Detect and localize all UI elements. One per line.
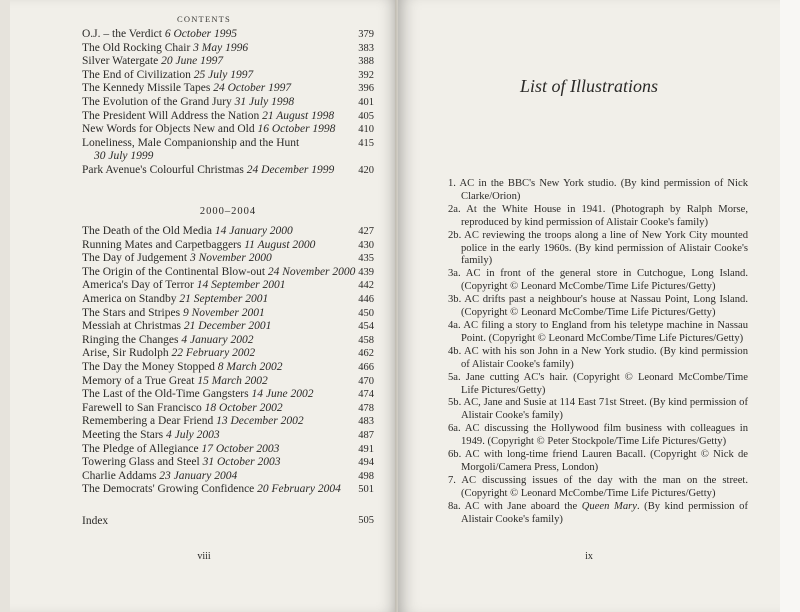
entry-title: [82, 110, 348, 124]
contents-entry: [82, 320, 374, 334]
entry-page-number: 450: [358, 307, 374, 319]
entry-date: 31 October 2003: [202, 456, 281, 469]
entry-title: [82, 239, 348, 253]
contents-entry: [82, 279, 374, 293]
page-title: List of Illustrations: [519, 76, 659, 96]
entry-page-number: 478: [358, 402, 374, 414]
entry-title-text: O.J. – the Verdict: [82, 28, 162, 40]
entry-date: 31 July 1998: [234, 95, 295, 108]
contents-entry: [82, 375, 374, 389]
entry-date: 9 November 2001: [182, 306, 265, 319]
entry-title: [82, 307, 348, 321]
entry-title: [82, 42, 348, 56]
entry-date: 24 December 1999: [246, 163, 335, 176]
entry-page-number: 439: [358, 266, 374, 278]
entry-title: [82, 96, 348, 110]
entry-title: [82, 483, 348, 497]
entry-title: [82, 28, 348, 42]
entry-date: 8 March 2002: [217, 360, 283, 373]
entry-title: [82, 123, 348, 137]
entry-title: [82, 443, 348, 457]
contents-entry: [82, 429, 374, 443]
contents-entry: [82, 483, 374, 497]
entry-date: 24 October 1997: [213, 82, 292, 95]
illustration-item: 4a. AC filing a story to England from his teletype machine in Nassau Point. (Copyright © Leonard McCombe/Time Life Pictures/Getty): [448, 319, 748, 344]
entry-page-number: 427: [358, 226, 374, 237]
entry-title-text: America's Day of Terror: [82, 279, 194, 292]
contents-entry: [82, 96, 374, 110]
contents-entry: [82, 239, 374, 253]
entry-page-number: 379: [358, 29, 374, 40]
entry-title-text: Silver Watergate: [82, 55, 159, 68]
entry-date: 14 June 2002: [251, 388, 314, 401]
entry-title-text: New Words for Objects New and Old: [82, 123, 255, 136]
entry-page-number: 446: [358, 293, 374, 305]
entry-title-text: The End of Civilization: [82, 68, 191, 81]
entry-date: 14 September 2001: [196, 279, 286, 292]
entry-title-text: Arise, Sir Rudolph: [82, 347, 169, 360]
illustration-item: 1. AC in the BBC's New York studio. (By kind permission of Nick Clarke/Orion): [448, 178, 748, 202]
illustrations-page: [398, 0, 780, 612]
entry-page-number: 458: [358, 334, 374, 346]
entry-page-number: 383: [358, 42, 374, 54]
entry-title: [82, 225, 348, 239]
entry-page-number: 410: [358, 124, 374, 136]
entry-title: [82, 164, 348, 178]
contents-entry: [82, 293, 374, 307]
illustration-item: 6b. AC with long-time friend Lauren Bacall. (Copyright © Nick de Morgoli/Camera Press, London): [448, 449, 748, 473]
entry-title: [82, 388, 348, 402]
contents-entry: [82, 164, 374, 178]
entry-title: [82, 402, 348, 416]
entry-title-text: The Kennedy Missile Tapes: [82, 82, 211, 95]
entry-date: 3 May 1996: [193, 41, 249, 54]
entry-title: [82, 137, 348, 164]
entry-page-number: 420: [358, 164, 374, 176]
illustration-item: 7. AC discussing issues of the day with the man on the street. (Copyright © Leonard McCombe/Time Life Pictures/Getty): [448, 474, 748, 499]
entry-title: [82, 82, 348, 96]
entry-page-number: 415: [358, 137, 374, 149]
illustrations-list: [448, 178, 748, 526]
illustration-item: 6a. AC discussing the Hollywood film business with colleagues in 1949. (Copyright © Peter Stockpole/Time Life Pictures/Getty): [448, 423, 748, 448]
entry-date: 6 October 1995: [164, 28, 238, 40]
page-folio-right: ix: [585, 551, 593, 562]
entry-page-number: 405: [358, 110, 374, 122]
entry-page-number: 501: [358, 484, 374, 496]
entry-date: 30 July 1999: [94, 150, 154, 163]
entry-title-text: Messiah at Christmas: [82, 320, 182, 333]
entry-date: 24 November 2000: [267, 265, 356, 278]
contents-entry: [82, 137, 374, 164]
contents-page: [10, 0, 398, 612]
entry-date: 3 November 2000: [189, 252, 272, 265]
illustration-item: 2a. At the White House in 1941. (Photograph by Ralph Morse, reproduced by kind permission of Alistair Cooke's family): [448, 203, 748, 228]
index-label: Index: [82, 515, 109, 527]
entry-date: 23 January 2004: [159, 469, 238, 482]
entry-title-text: Farewell to San Francisco: [82, 401, 202, 414]
index-entry: [82, 515, 374, 527]
contents-entry: [82, 470, 374, 484]
page-stack-edge: [0, 0, 10, 612]
entry-title: [82, 69, 348, 83]
contents-entry: [82, 443, 374, 457]
entry-date: 14 January 2000: [214, 225, 293, 237]
illustration-text-ship: Queen Mary: [581, 500, 637, 512]
entry-date: 20 June 1997: [161, 55, 224, 68]
entry-title-text: Charlie Addams: [82, 469, 157, 482]
entry-date: 17 October 2003: [201, 442, 280, 455]
entry-page-number: 442: [358, 280, 374, 292]
entry-title: [82, 266, 355, 280]
contents-entry: [82, 347, 374, 361]
contents-entry: [82, 110, 374, 124]
index-page-number: 505: [358, 515, 374, 526]
contents-list-1990s: [82, 28, 374, 178]
contents-entry: [82, 82, 374, 96]
entry-title: [82, 293, 348, 307]
entry-page-number: 396: [358, 83, 374, 95]
section-heading: 2000–2004: [199, 206, 257, 217]
entry-page-number: 483: [358, 416, 374, 428]
entry-title: [82, 55, 348, 69]
contents-entry: [82, 266, 374, 280]
entry-title-text: The Old Rocking Chair: [82, 41, 191, 54]
contents-entry: [82, 415, 374, 429]
entry-date: 25 July 1997: [193, 68, 254, 81]
entry-date: 15 March 2002: [197, 374, 268, 387]
entry-title-text: The Stars and Stripes: [82, 306, 181, 319]
entry-date: 21 December 2001: [183, 320, 272, 333]
entry-title: [82, 334, 348, 348]
entry-date: 4 January 2002: [181, 333, 254, 346]
entry-date: 16 October 1998: [257, 123, 336, 136]
entry-date: 20 February 2004: [257, 483, 341, 496]
illustration-item: 3b. AC drifts past a neighbour's house at Nassau Point, Long Island. (Copyright © Leonard McCombe/Time Life Pictures/Getty): [448, 294, 748, 319]
entry-date: 22 February 2002: [171, 347, 256, 360]
entry-title-text: Remembering a Dear Friend: [82, 415, 214, 428]
entry-page-number: 435: [358, 253, 374, 265]
entry-title-text: The Death of the Old Media: [82, 225, 212, 237]
page-folio-left: viii: [197, 551, 211, 562]
running-head: CONTENTS: [177, 14, 231, 24]
entry-page-number: 466: [358, 361, 374, 373]
entry-title-text: Memory of a True Great: [82, 374, 195, 387]
contents-entry: [82, 307, 374, 321]
entry-title: [82, 429, 348, 443]
entry-title-text: The Democrats' Growing Confidence: [82, 483, 255, 496]
entry-title: [82, 456, 348, 470]
entry-title: [82, 375, 348, 389]
contents-entry: [82, 225, 374, 239]
contents-entry: [82, 252, 374, 266]
illustration-text-before: 8a. AC with Jane aboard the: [448, 500, 582, 512]
entry-page-number: 474: [358, 389, 374, 401]
entry-date: 13 December 2002: [216, 415, 304, 428]
entry-title: [82, 347, 348, 361]
contents-entry: [82, 402, 374, 416]
entry-page-number: 487: [358, 429, 374, 441]
entry-page-number: 494: [358, 457, 374, 469]
entry-title-text: The Pledge of Allegiance: [82, 442, 199, 455]
entry-title-text: Park Avenue's Colourful Christmas: [82, 163, 244, 176]
contents-entry: [82, 28, 374, 42]
entry-title-text: The Origin of the Continental Blow-out: [82, 265, 266, 278]
contents-list-2000s: [82, 225, 374, 497]
contents-entry: [82, 361, 374, 375]
illustration-item: 4b. AC with his son John in a New York studio. (By kind permission of Alistair Cooke's family): [448, 345, 748, 370]
contents-entry: [82, 55, 374, 69]
illustration-item: 5b. AC, Jane and Susie at 114 East 71st Street. (By kind permission of Alistair Cooke's family): [448, 397, 748, 422]
entry-title: [82, 415, 348, 429]
entry-date: 4 July 2003: [166, 428, 220, 441]
entry-date: 21 August 1998: [262, 109, 335, 122]
entry-title-text: Loneliness, Male Companionship and the Hunt: [82, 136, 300, 149]
contents-entry: [82, 388, 374, 402]
entry-page-number: 401: [358, 96, 374, 108]
entry-title-text: Ringing the Changes: [82, 333, 179, 346]
entry-title-text: The President Will Address the Nation: [82, 109, 260, 122]
entry-title-text: America on Standby: [82, 292, 177, 305]
entry-title: [82, 252, 348, 266]
entry-page-number: 462: [358, 348, 374, 360]
contents-entry: [82, 456, 374, 470]
entry-page-number: 491: [358, 443, 374, 455]
illustration-item: 3a. AC in front of the general store in Cutchogue, Long Island. (Copyright © Leonard McCombe/Time Life Pictures/Getty): [448, 268, 748, 293]
illustration-text-after: . (By kind permission of Alistair Cooke's family): [461, 500, 748, 525]
contents-entry: [82, 334, 374, 348]
contents-entry: [82, 69, 374, 83]
illustration-item: 2b. AC reviewing the troops along a line of New York City mounted police in the early 1960s. (By kind permission of Alistair Cooke's family): [448, 229, 748, 267]
entry-title-text: The Last of the Old-Time Gangsters: [82, 388, 249, 401]
illustration-item: 5a. Jane cutting AC's hair. (Copyright © Leonard McCombe/Time Life Pictures/Getty): [448, 371, 748, 396]
entry-page-number: 470: [358, 375, 374, 387]
entry-page-number: 430: [358, 239, 374, 251]
background-edge: [780, 0, 800, 612]
entry-date: 18 October 2002: [204, 401, 283, 414]
contents-entry: [82, 123, 374, 137]
entry-page-number: 454: [358, 321, 374, 333]
entry-title: [82, 470, 348, 484]
entry-title-text: The Day of Judgement: [82, 252, 188, 265]
entry-page-number: 388: [358, 56, 374, 68]
entry-date: 21 September 2001: [179, 292, 269, 305]
entry-page-number: 392: [358, 69, 374, 81]
entry-title-text: Towering Glass and Steel: [82, 456, 200, 469]
entry-title: [82, 361, 348, 375]
entry-title-text: Running Mates and Carpetbaggers: [82, 238, 242, 251]
entry-title-text: The Evolution of the Grand Jury: [82, 95, 232, 108]
illustration-item: [448, 501, 748, 527]
contents-entry: [82, 42, 374, 56]
entry-page-number: 498: [358, 470, 374, 482]
entry-title-text: Meeting the Stars: [82, 428, 164, 441]
entry-title: [82, 279, 348, 293]
entry-date: 11 August 2000: [244, 238, 316, 251]
entry-title: [82, 320, 348, 334]
entry-title-text: The Day the Money Stopped: [82, 360, 215, 373]
